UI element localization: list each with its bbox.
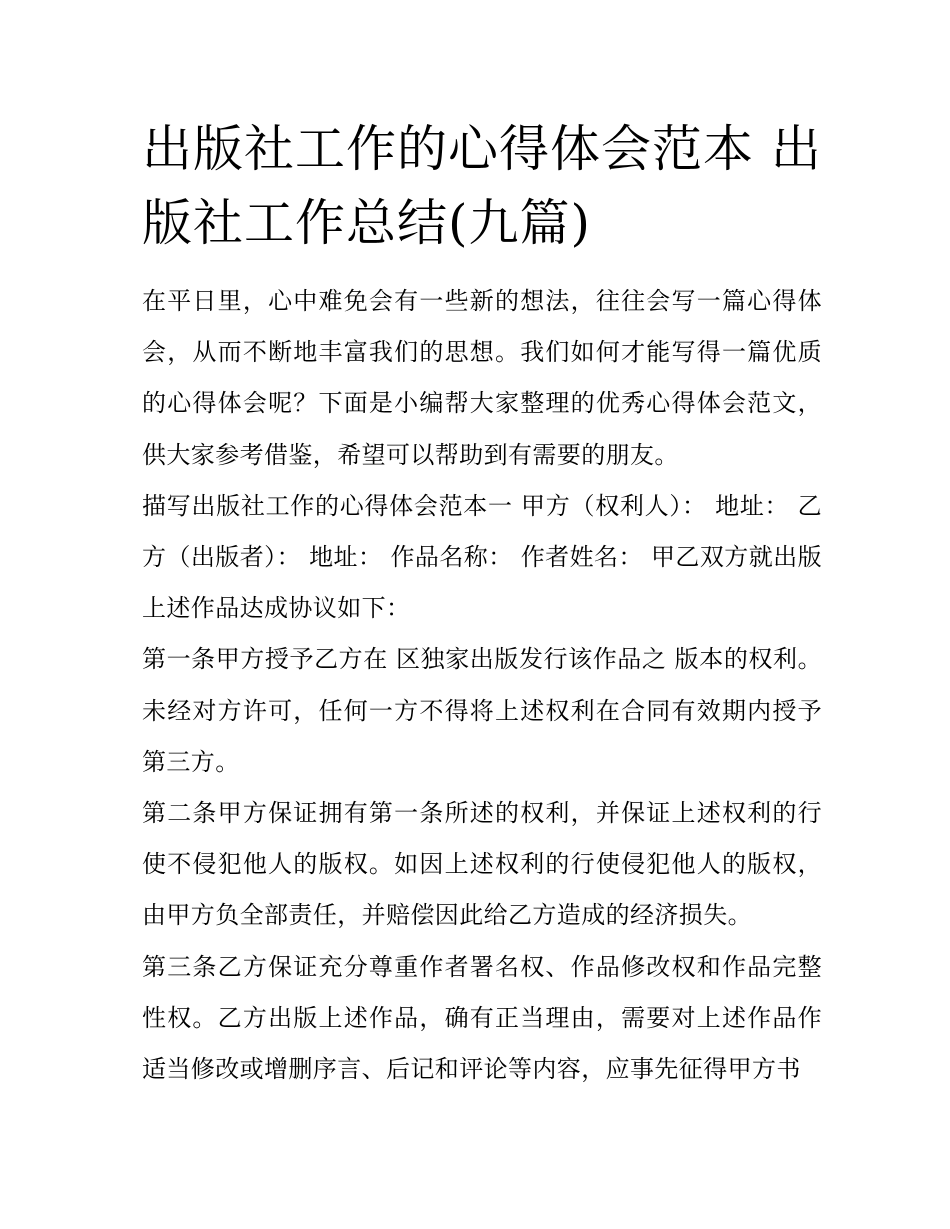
paragraph-article-3: 第三条乙方保证充分尊重作者署名权、作品修改权和作品完整性权。乙方出版上述作品，确有正当理由，需要对上述作品作适当修改或增删序言、后记和评论等内容，应事先征得甲方书	[142, 952, 822, 1084]
paragraph-intro: 在平日里，心中难免会有一些新的想法，往往会写一篇心得体会，从而不断地丰富我们的思想。我们如何才能写得一篇优质的心得体会呢？下面是小编帮大家整理的优秀心得体会范文，供大家参考借鉴，希望可以帮助到有需要的朋友。	[142, 287, 822, 469]
paragraph-article-2: 第二条甲方保证拥有第一条所述的权利，并保证上述权利的行使不侵犯他人的版权。如因上述权利的行使侵犯他人的版权，由甲方负全部责任，并赔偿因此给乙方造成的经济损失。	[142, 799, 822, 930]
document-title: 出版社工作的心得体会范本 出版社工作总结(九篇)	[142, 120, 822, 252]
paragraph-article-1: 第一条甲方授予乙方在 区独家出版发行该作品之 版本的权利。未经对方许可，任何一方不得将上述权利在合同有效期内授予第三方。	[142, 645, 822, 776]
document-body	[142, 276, 822, 1095]
paragraph-parties: 描写出版社工作的心得体会范本一 甲方（权利人）： 地址： 乙方（出版者）： 地址： 作品名称： 作者姓名： 甲乙双方就出版上述作品达成协议如下：	[142, 491, 822, 623]
